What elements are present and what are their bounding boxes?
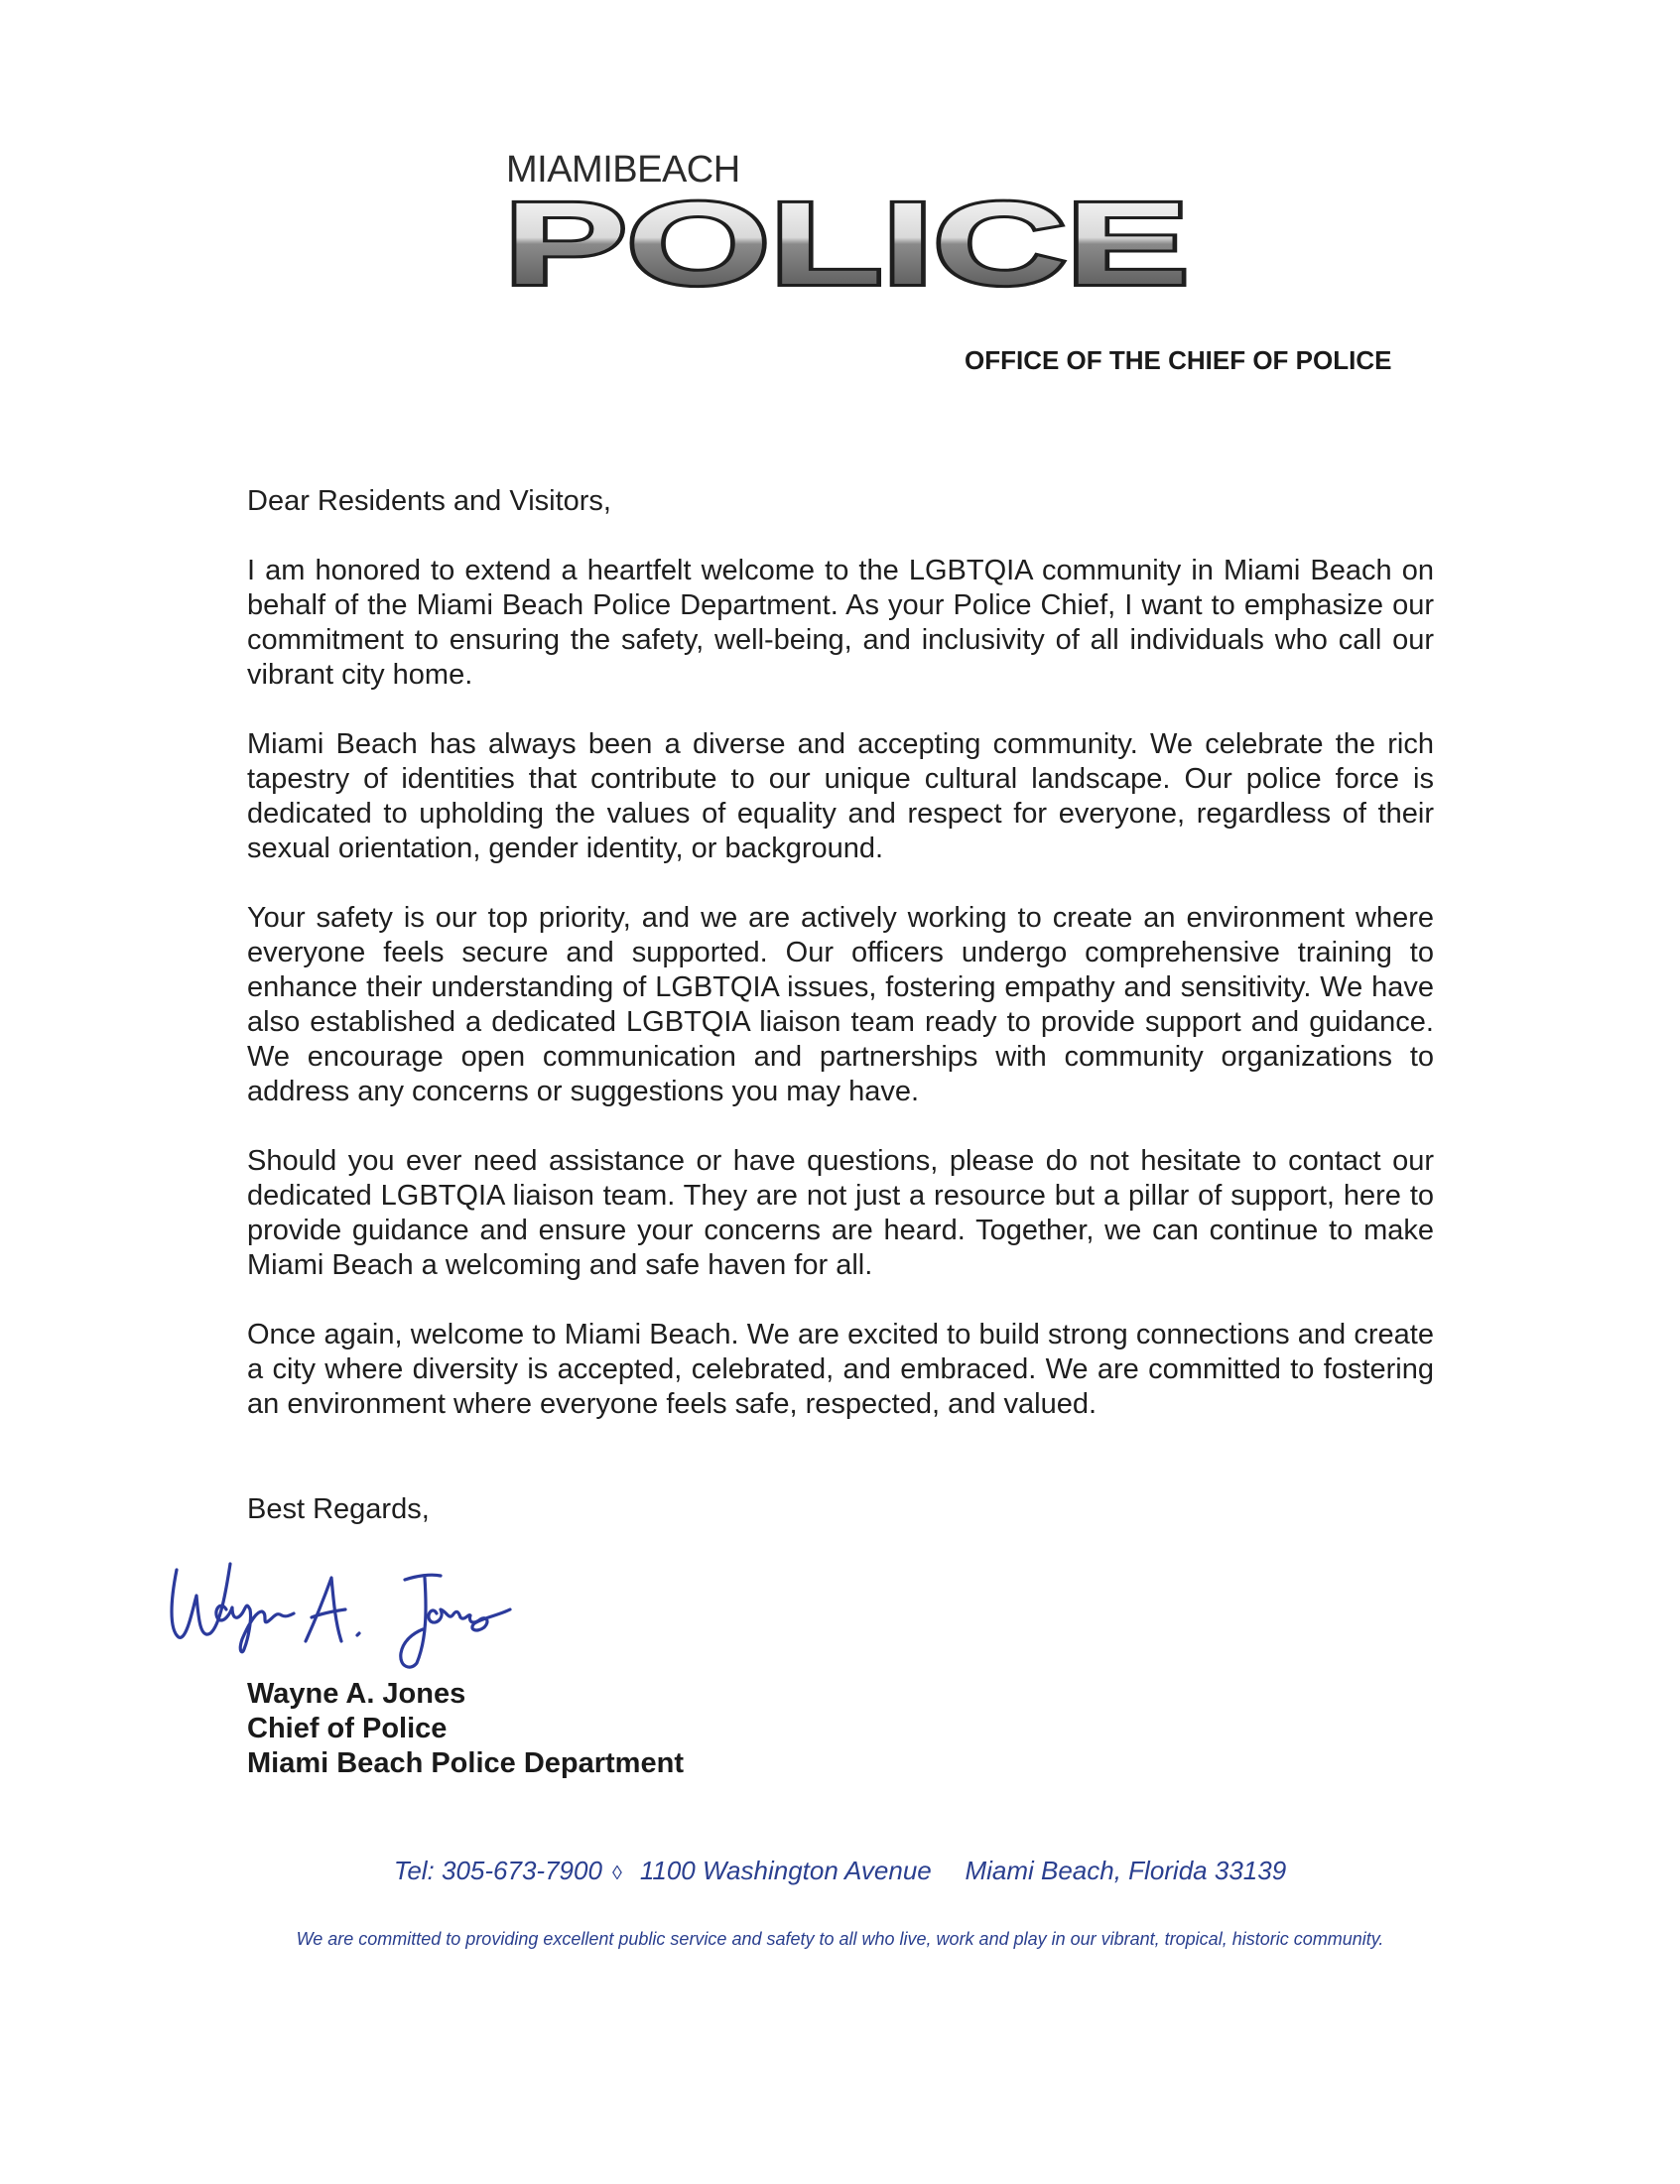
paragraph: Should you ever need assistance or have questions, please do not hesitate to contact our dedicated LGBTQIA liaison team. They are not just a resource but a pillar of support, here to provide guidance and ensure your concerns are heard. Together, we can continue to make Miami Beach a welcoming and safe haven for all.	[247, 1145, 1434, 1281]
letterhead	[506, 149, 1201, 298]
paragraph: I am honored to extend a heartfelt welcome to the LGBTQIA community in Miami Beach on behalf of the Miami Beach Police Department. As your Police Chief, I want to emphasize our commitment to ensuring the safety, well-being, and inclusivity of all individuals who call our vibrant city home.	[247, 555, 1434, 691]
police-logo	[502, 196, 1197, 296]
police-logo-text: POLICE	[504, 196, 1189, 296]
office-title: OFFICE OF THE CHIEF OF POLICE	[965, 345, 1392, 375]
footer-motto: We are committed to providing excellent public service and safety to all who live, work and play in our vibrant, tropical, historic community.	[296, 1929, 1384, 1949]
signatory-department: Miami Beach Police Department	[247, 1747, 684, 1779]
diamond-icon: ◊	[611, 1863, 622, 1884]
footer-contact	[0, 1856, 1680, 1886]
paragraph: Your safety is our top priority, and we are actively working to create an environment where everyone feels secure and supported. Our officers undergo comprehensive training to enhance their understanding of LGBTQIA issues, fostering empathy and sensitivity. We have also established a dedicated LGBTQIA liaison team ready to provide support and guidance. We encourage open communication and partnerships with community organizations to address any concerns or suggestions you may have.	[247, 902, 1434, 1107]
paragraph: Once again, welcome to Miami Beach. We are excited to build strong connections and create a city where diversity is accepted, celebrated, and embraced. We are committed to fostering an environment where everyone feels safe, respected, and valued.	[247, 1319, 1434, 1420]
footer-city: Miami Beach, Florida 33139	[965, 1856, 1287, 1885]
footer-address: 1100 Washington Avenue	[639, 1856, 932, 1885]
signatory-name: Wayne A. Jones	[247, 1678, 466, 1710]
paragraph: Miami Beach has always been a diverse and accepting community. We celebrate the rich tapestry of identities that contribute to our unique cultural landscape. Our police force is dedicated to upholding the values of equality and respect for everyone, regardless of their sexual orientation, gender identity, or background.	[247, 728, 1434, 864]
salutation: Dear Residents and Visitors,	[247, 485, 611, 517]
footer-telephone: Tel: 305-673-7900	[393, 1856, 602, 1885]
signature-block	[247, 1677, 684, 1781]
handwritten-signature	[157, 1530, 514, 1669]
signatory-title: Chief of Police	[247, 1713, 448, 1744]
letter-body	[247, 484, 1434, 1457]
closing: Best Regards,	[247, 1493, 430, 1525]
city-logo-text: MIAMIBEACH	[506, 149, 740, 191]
